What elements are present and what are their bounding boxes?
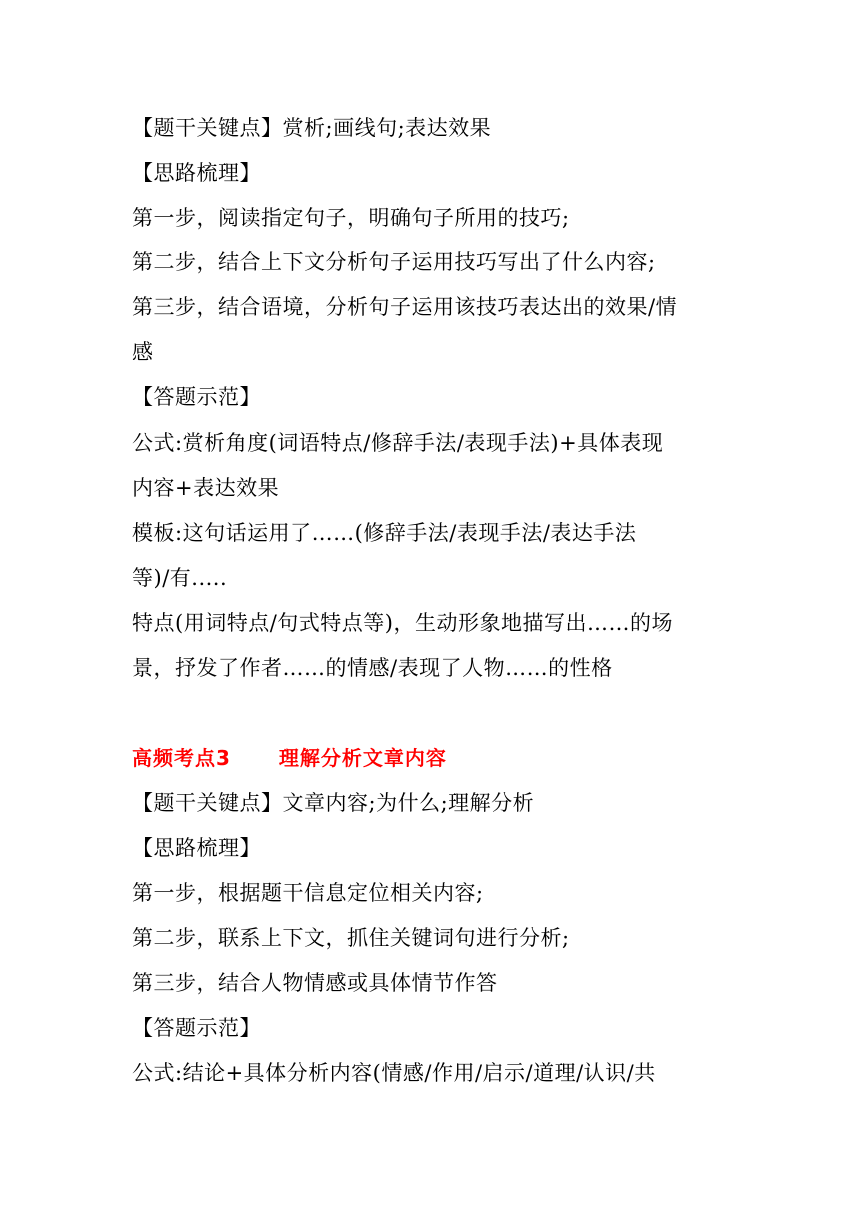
formula-line-continued: 内容+表达效果 xyxy=(132,476,280,500)
template-line: 模板:这句话运用了……(修辞手法/表现手法/表达手法 xyxy=(132,521,637,545)
approach-label: 【思路梳理】 xyxy=(132,836,261,860)
step-two: 第二步，结合上下文分析句子运用技巧写出了什么内容; xyxy=(132,250,656,274)
step-three: 第三步，结合人物情感或具体情节作答 xyxy=(132,971,498,995)
step-three: 第三步，结合语境，分析句子运用该技巧表达出的效果/情 xyxy=(132,295,678,319)
template-line-4: 景，抒发了作者……的情感/表现了人物……的性格 xyxy=(132,656,613,680)
step-three-continued: 感 xyxy=(132,340,154,364)
step-one: 第一步，根据题干信息定位相关内容; xyxy=(132,881,484,905)
section-heading-number: 高频考点3 xyxy=(132,746,231,770)
example-label: 【答题示范】 xyxy=(132,1016,261,1040)
step-one: 第一步，阅读指定句子，明确句子所用的技巧; xyxy=(132,206,570,230)
section-heading-title: 理解分析文章内容 xyxy=(278,746,447,770)
section-heading xyxy=(132,743,447,773)
formula-line: 公式:结论+具体分析内容(情感/作用/启示/道理/认识/共 xyxy=(132,1061,656,1085)
formula-line: 公式:赏析角度(词语特点/修辞手法/表现手法)+具体表现 xyxy=(132,431,664,455)
template-line-3: 特点(用词特点/句式特点等)，生动形象地描写出……的场 xyxy=(132,611,673,635)
step-two: 第二步，联系上下文，抓住关键词句进行分析; xyxy=(132,926,570,950)
example-label: 【答题示范】 xyxy=(132,385,261,409)
approach-label: 【思路梳理】 xyxy=(132,161,261,185)
keypoints-line: 【题干关键点】文章内容;为什么;理解分析 xyxy=(132,791,535,815)
keypoints-line: 【题干关键点】赏析;画线句;表达效果 xyxy=(132,116,492,140)
template-line-2: 等)/有..... xyxy=(132,566,228,590)
